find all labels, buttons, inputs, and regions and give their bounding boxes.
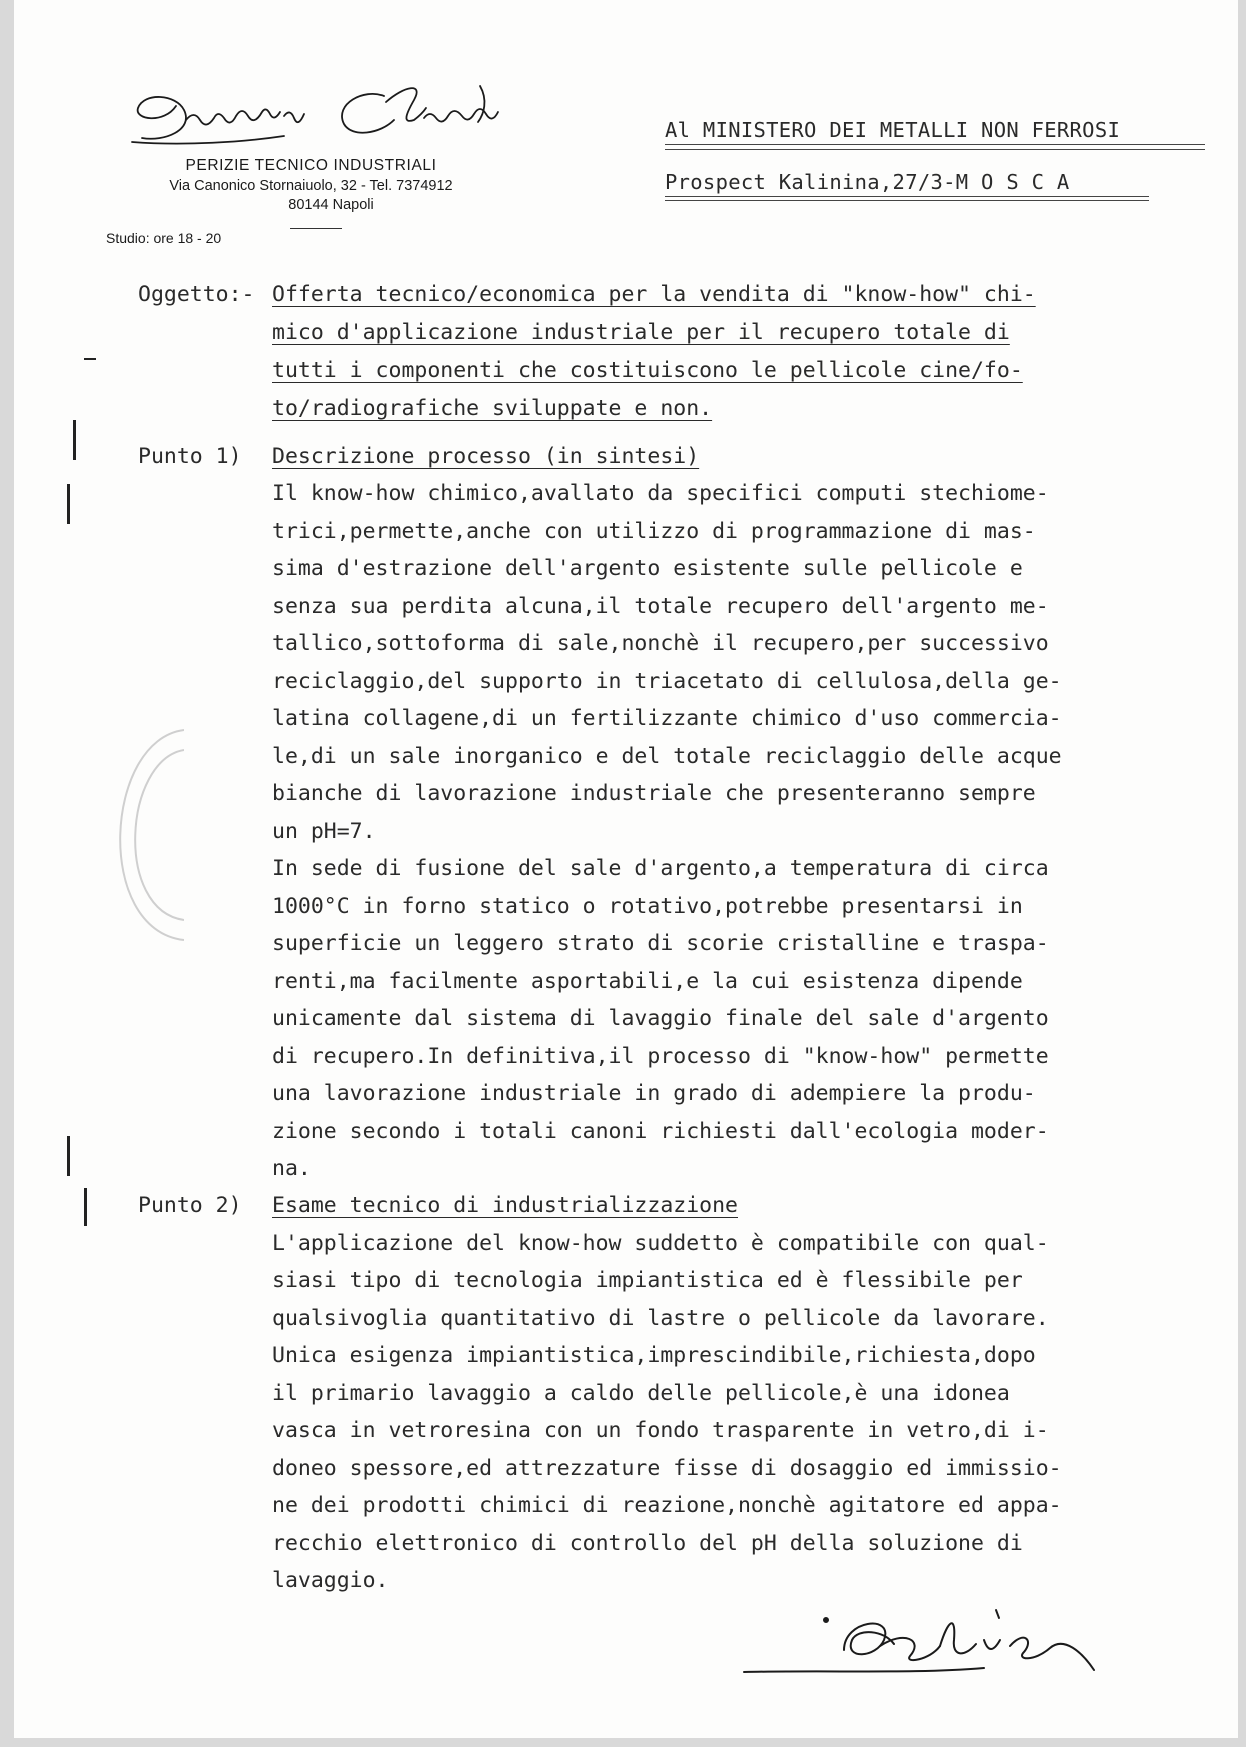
margin-mark — [67, 1136, 70, 1176]
addressee-line-2: Prospect Kalinina,27/3-M O S C A — [665, 170, 1070, 194]
margin-mark — [84, 1188, 87, 1226]
point2-line: vasca in vetroresina con un fondo trasparente in vetro,di i- — [272, 1418, 1049, 1443]
subject-line: Offerta tecnico/economica per la vendita di "know-how" chi- — [272, 282, 1036, 307]
point2-line: recchio elettronico di controllo del pH della soluzione di — [272, 1531, 1023, 1556]
faint-stamp — [74, 720, 184, 950]
point1-line: renti,ma facilmente asportabili,e la cui esistenza dipende — [272, 969, 1023, 994]
point1-line: Il know-how chimico,avallato da specifici computi stechiome- — [272, 481, 1049, 506]
margin-mark — [73, 420, 76, 460]
point2-heading: Esame tecnico di industrializzazione — [272, 1193, 738, 1218]
point1-line: un pH=7. — [272, 819, 376, 844]
point1-line: di recupero.In definitiva,il processo di "know-how" permette — [272, 1044, 1049, 1069]
point2-line: doneo spessore,ed attrezzature fisse di dosaggio ed immissio- — [272, 1456, 1062, 1481]
addressee-line-1: Al MINISTERO DEI METALLI NON FERROSI — [665, 118, 1121, 142]
letterhead-firm: PERIZIE TECNICO INDUSTRIALI — [185, 157, 437, 174]
letterhead-signature-logo — [124, 80, 544, 150]
point1-line: le,di un sale inorganico e del totale reciclaggio delle acque — [272, 744, 1062, 769]
point1-line: zione secondo i totali canoni richiesti dall'ecologia moder- — [272, 1119, 1049, 1144]
margin-mark — [67, 484, 70, 524]
point2-line: lavaggio. — [272, 1568, 389, 1593]
addressee-underline-2b — [665, 200, 1149, 201]
point2-line: Unica esigenza impiantistica,imprescindibile,richiesta,dopo — [272, 1343, 1036, 1368]
point2-line: ne dei prodotti chimici di reazione,nonchè agitatore ed appa- — [272, 1493, 1062, 1518]
point2-line: qualsivoglia quantitativo di lastre o pellicole da lavorare. — [272, 1306, 1049, 1331]
letterhead-rule — [290, 228, 342, 229]
point1-label: Punto 1) — [138, 444, 242, 469]
point1-line: sima d'estrazione dell'argento esistente sulle pellicole e — [272, 556, 1023, 581]
subject-line: mico d'applicazione industriale per il recupero totale di — [272, 320, 1010, 345]
margin-mark — [84, 358, 96, 360]
point1-line: unicamente dal sistema di lavaggio finale del sale d'argento — [272, 1006, 1049, 1031]
handwritten-signature — [734, 1600, 1104, 1690]
point1-line: 1000°C in forno statico o rotativo,potrebbe presentarsi in — [272, 894, 1023, 919]
point1-line: tallico,sottoforma di sale,nonchè il recupero,per successivo — [272, 631, 1049, 656]
subject-line: tutti i componenti che costituiscono le pellicole cine/fo- — [272, 358, 1023, 383]
point1-line: In sede di fusione del sale d'argento,a temperatura di circa — [272, 856, 1049, 881]
addressee-underline-2 — [665, 196, 1149, 197]
point1-line: bianche di lavorazione industriale che presenteranno sempre — [272, 781, 1036, 806]
point1-heading: Descrizione processo (in sintesi) — [272, 444, 700, 469]
point2-label: Punto 2) — [138, 1193, 242, 1218]
subject-line: to/radiografiche sviluppate e non. — [272, 396, 713, 421]
point1-line: na. — [272, 1156, 311, 1181]
point1-line: senza sua perdita alcuna,il totale recupero dell'argento me- — [272, 594, 1049, 619]
point1-line: trici,permette,anche con utilizzo di programmazione di mas- — [272, 519, 1036, 544]
letterhead-hours: Studio: ore 18 - 20 — [106, 230, 222, 246]
point1-line: latina collagene,di un fertilizzante chimico d'uso commercia- — [272, 706, 1062, 731]
point1-line: superficie un leggero strato di scorie cristalline e traspa- — [272, 931, 1049, 956]
document-page — [14, 0, 1238, 1738]
point2-line: L'applicazione del know-how suddetto è compatibile con qual- — [272, 1231, 1049, 1256]
point2-line: siasi tipo di tecnologia impiantistica ed è flessibile per — [272, 1268, 1023, 1293]
point1-line: una lavorazione industriale in grado di adempiere la produ- — [272, 1081, 1036, 1106]
letterhead-address: Via Canonico Stornaiuolo, 32 - Tel. 7374912 — [169, 178, 453, 194]
point2-line: il primario lavaggio a caldo delle pellicole,è una idonea — [272, 1381, 1010, 1406]
letterhead-city: 80144 Napoli — [288, 197, 374, 213]
addressee-underline-1b — [665, 149, 1205, 150]
addressee-underline-1 — [665, 144, 1205, 145]
subject-label: Oggetto:- — [138, 282, 255, 307]
point1-line: reciclaggio,del supporto in triacetato di cellulosa,della ge- — [272, 669, 1062, 694]
letterhead-block — [106, 157, 516, 213]
